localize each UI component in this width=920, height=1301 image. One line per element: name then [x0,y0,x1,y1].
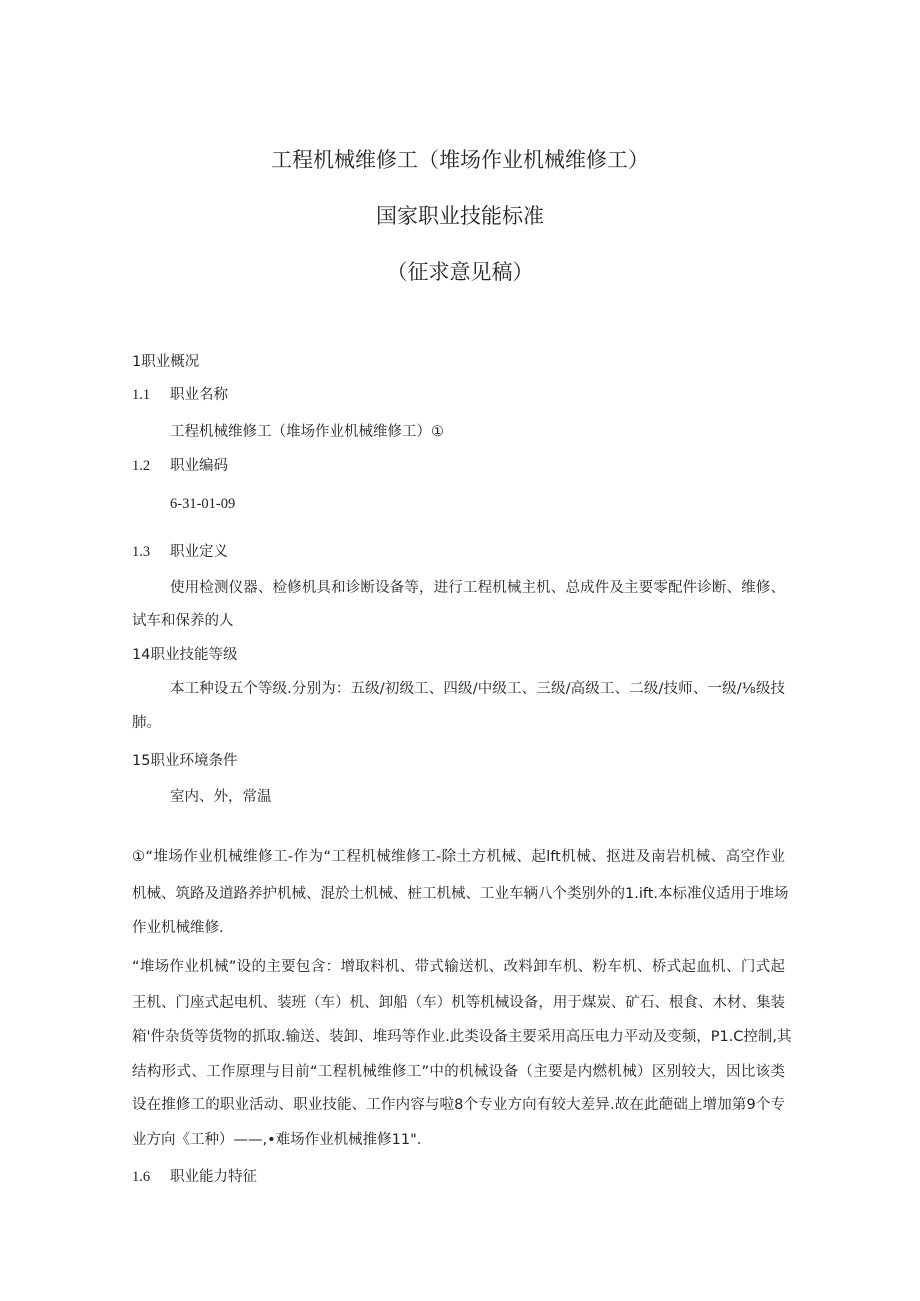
section-1-4-body-line: 肺。 [132,715,161,731]
section-1-5-heading: 15职业环境条件 [132,753,238,769]
section-1-3-body-line: 试车和保养的人 [132,613,234,629]
section-title: 职业定义 [170,544,228,560]
footnote-para-line: 结构形式、工作原理与目前“工程机械维修工”中的机械设备（主要是内燃机械）区别较大，因比该类 [132,1064,785,1080]
section-1-1-body: 工程机械维修工（堆场作业机械维修工）① [170,424,444,440]
footnote-line: 作业机械维修. [132,920,224,936]
section-1-4-heading: 14职业技能等级 [132,647,238,663]
footnote-line: 机械、筑路及道路养护机械、混於土机械、桩工机械、工业车辆八个类别外的1.ift.本标准仪适用于堆场 [132,886,789,902]
section-1-6-heading [132,1167,257,1187]
section-1-2-body: 6-31-01-09 [170,496,236,512]
footnote-para-line: “堆场作业机械”设的主要包含：增取料机、带式输送机、改料卸车机、粉车机、桥式起血机、门式起 [132,959,785,975]
section-1-4-body-line: 本工种设五个等级.分别为：五级/初级工、四级/中级工、三级/高级工、二级/技师、一级/⅛级技 [170,681,785,697]
section-1-heading: 1职业概况 [132,354,200,370]
section-title: 职业能力特征 [170,1169,257,1185]
section-1-3-body-line: 使用检测仪器、检修机具和诊断设备等，进行工程机械主机、总成件及主要零配件诊断、维修、 [170,580,785,596]
title-line-2: 国家职业技能标准 [376,204,544,228]
section-title: 职业编码 [170,458,228,474]
section-1-5-body: 室内、外，常温 [170,789,272,805]
title-line-3: （征求意见稿） [386,260,534,284]
footnote-para-line: 箱'件杂货等货物的抓取.输送、装卸、堆玛等作业.此类设备主要采用高压电力平动及变频，P1.C控制,其 [132,1029,792,1045]
footnote-para-line: 王机、门座式起电机、装班（车）机、卸船（车）机等机械设备，用于煤炭、矿石、根食、木材、集装 [132,995,785,1011]
section-1-3-heading [132,542,228,562]
footnote-para-line: 业方向《工种）——,•难场作业机械推修11". [132,1132,422,1148]
section-1-2-heading [132,456,228,476]
section-number: 1.3 [132,544,151,560]
section-1-1-heading [132,385,228,405]
footnote-para-line: 设在推修工的职业活动、职业技能、工作内容与啦8个专业方向有较大差异.故在此葩础上增加第9个专 [132,1097,785,1113]
footnote-line: ①“堆场作业机械维修工-作为“工程机械维修工-除土方机械、起lft机械、抠进及南岩机械、高空作业 [132,849,785,865]
section-number: 1.6 [132,1169,151,1185]
section-number: 1.1 [132,387,151,403]
section-title: 职业名称 [170,387,228,403]
title-line-1: 工程机械维修工（堆场作业机械维修工） [271,148,649,172]
section-number: 1.2 [132,458,151,474]
